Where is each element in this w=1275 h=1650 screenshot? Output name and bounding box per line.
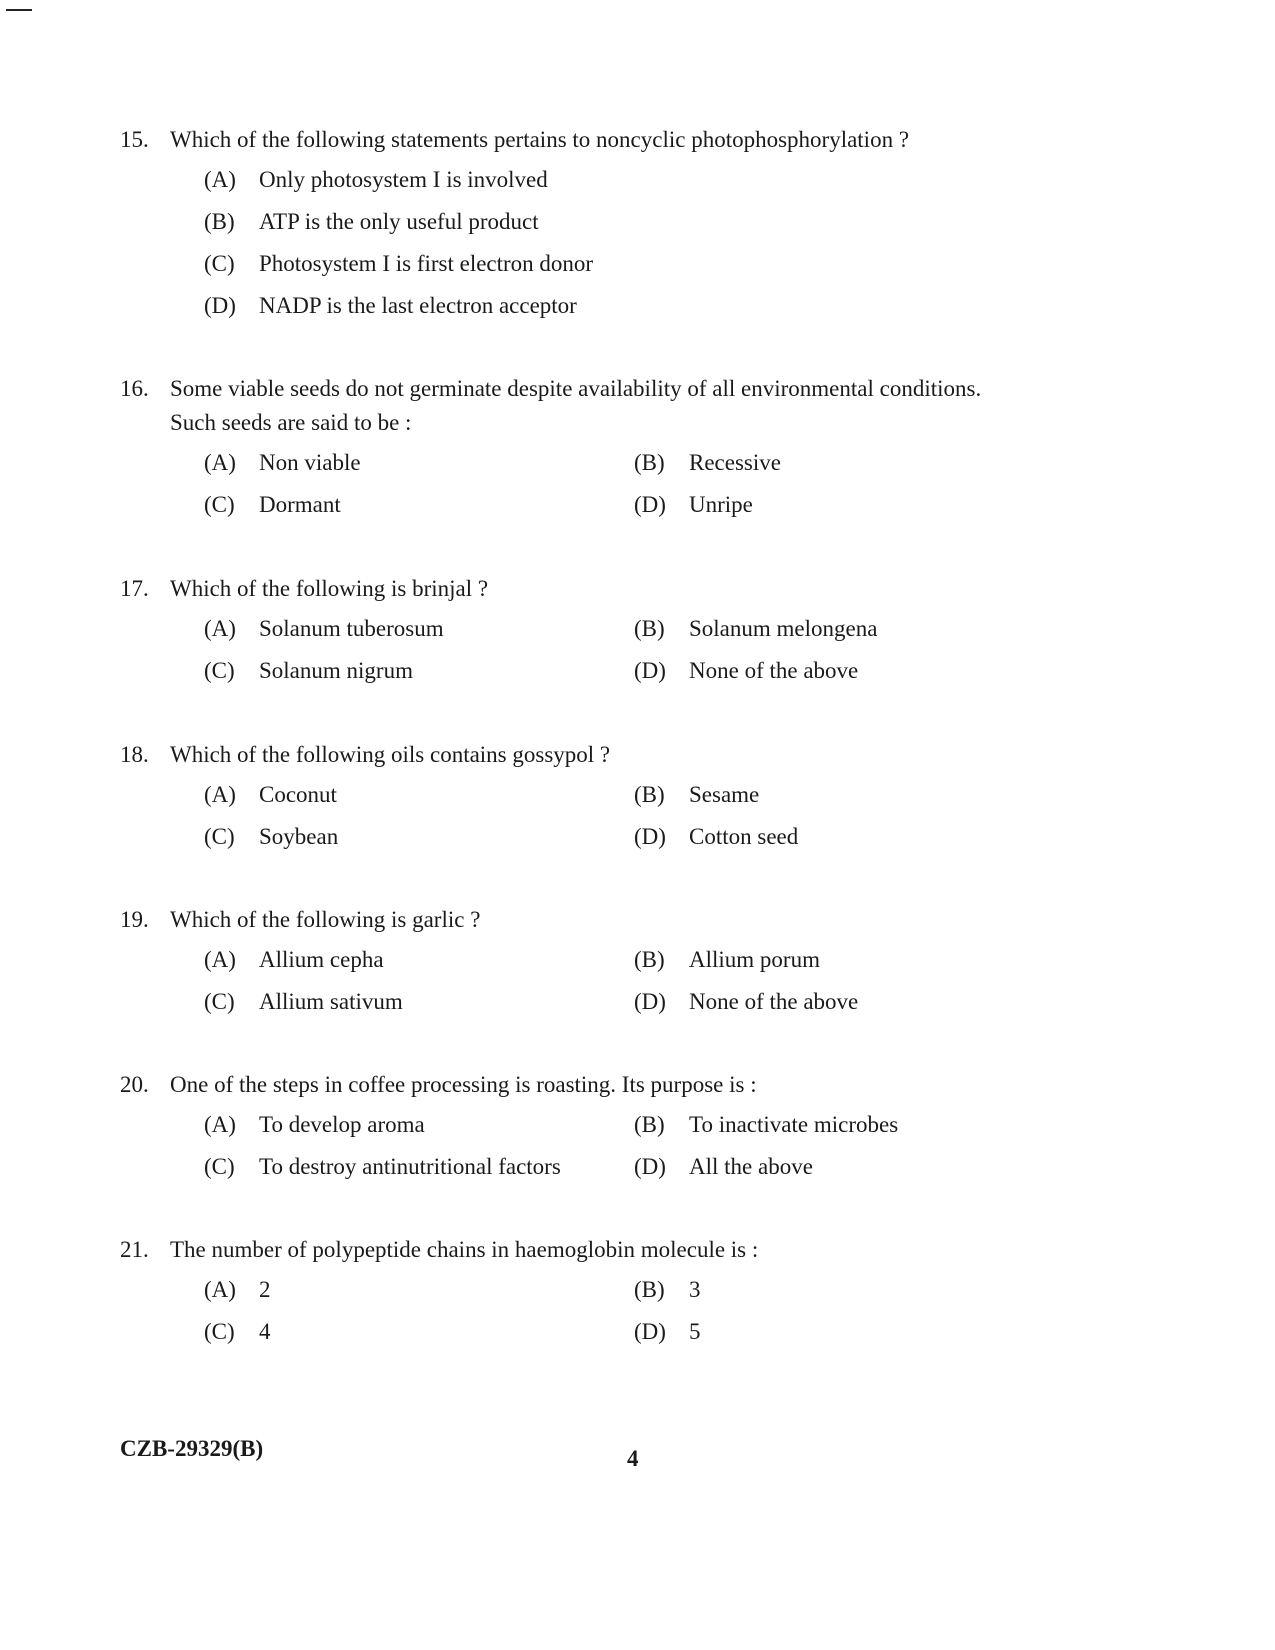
option-a[interactable] [204,1273,634,1307]
option-text: Allium porum [689,947,820,972]
option-label: (C) [204,658,235,683]
option-text: None of the above [689,658,859,683]
option-label: (B) [634,782,665,807]
option-text: Only photosystem I is involved [259,167,548,192]
question-text: Which of the following oils contains gossypol ? [170,742,611,767]
option-text: Unripe [689,492,753,517]
option-c[interactable] [204,247,1120,281]
option-label: (D) [634,989,666,1014]
question-19 [120,903,1120,1027]
option-a[interactable] [204,612,634,646]
option-d[interactable] [634,1315,1064,1349]
option-label: (A) [204,1112,236,1137]
option-label: (B) [634,450,665,475]
option-label: (C) [204,1319,235,1344]
option-a[interactable] [204,1108,634,1142]
option-text: To develop aroma [259,1112,425,1137]
option-text: To destroy antinutritional factors [259,1154,561,1179]
option-text: 5 [689,1319,701,1344]
option-label: (B) [634,947,665,972]
question-21 [120,1233,1120,1357]
option-label: (D) [634,492,666,517]
question-number: 16. [120,376,149,401]
option-text: All the above [689,1154,813,1179]
question-20 [120,1068,1120,1192]
option-c[interactable] [204,488,634,522]
option-text: Sesame [689,782,760,807]
option-c[interactable] [204,985,634,1019]
option-text: 2 [259,1277,271,1302]
option-label: (D) [204,293,236,318]
option-b[interactable] [204,205,1120,239]
option-text: 3 [689,1277,701,1302]
option-text: Coconut [259,782,337,807]
question-15 [120,123,1120,331]
option-label: (B) [634,1277,665,1302]
question-text: Which of the following is brinjal ? [170,576,489,601]
question-number: 21. [120,1237,149,1262]
option-label: (A) [204,947,236,972]
option-text: Cotton seed [689,824,799,849]
question-number: 20. [120,1072,149,1097]
question-17 [120,572,1120,696]
option-text: To inactivate microbes [689,1112,899,1137]
option-d[interactable] [634,654,1064,688]
option-c[interactable] [204,1150,634,1184]
option-label: (A) [204,167,236,192]
page-edge-mark [6,9,32,11]
option-label: (B) [204,209,235,234]
option-text: Solanum melongena [689,616,878,641]
option-a[interactable] [204,446,634,480]
option-label: (B) [634,616,665,641]
option-b[interactable] [634,943,1064,977]
option-text: ATP is the only useful product [259,209,539,234]
option-b[interactable] [634,446,1064,480]
option-label: (C) [204,492,235,517]
question-number: 15. [120,127,149,152]
page-number: 4 [627,1446,639,1471]
question-text: One of the steps in coffee processing is roasting. Its purpose is : [170,1072,757,1097]
option-d[interactable] [634,820,1064,854]
option-b[interactable] [634,1108,1064,1142]
option-d[interactable] [634,985,1064,1019]
exam-code: CZB-29329(B) [120,1436,264,1461]
question-text: Some viable seeds do not germinate despite availability of all environmental conditions. [170,376,982,401]
option-label: (C) [204,989,235,1014]
option-c[interactable] [204,654,634,688]
option-label: (D) [634,1319,666,1344]
option-text: Allium sativum [259,989,403,1014]
option-text: None of the above [689,989,859,1014]
option-text: Soybean [259,824,339,849]
option-c[interactable] [204,820,634,854]
question-number: 19. [120,907,149,932]
question-text: Which of the following is garlic ? [170,907,481,932]
option-d[interactable] [634,488,1064,522]
option-d[interactable] [634,1150,1064,1184]
question-text: The number of polypeptide chains in haemoglobin molecule is : [170,1237,759,1262]
question-text-continuation: Such seeds are said to be : [170,410,412,435]
option-b[interactable] [634,1273,1064,1307]
question-number: 18. [120,742,149,767]
question-18 [120,738,1120,862]
option-text: NADP is the last electron acceptor [259,293,577,318]
question-text: Which of the following statements pertains to noncyclic photophosphorylation ? [170,127,910,152]
option-label: (A) [204,450,236,475]
option-label: (A) [204,1277,236,1302]
question-number: 17. [120,576,149,601]
option-label: (A) [204,782,236,807]
option-a[interactable] [204,943,634,977]
option-label: (B) [634,1112,665,1137]
option-text: Allium cepha [259,947,384,972]
option-text: Solanum tuberosum [259,616,444,641]
option-label: (A) [204,616,236,641]
option-d[interactable] [204,289,1120,323]
option-a[interactable] [204,163,1120,197]
option-label: (D) [634,1154,666,1179]
option-a[interactable] [204,778,634,812]
option-text: 4 [259,1319,271,1344]
option-label: (C) [204,1154,235,1179]
option-text: Dormant [259,492,341,517]
option-text: Photosystem I is first electron donor [259,251,594,276]
option-label: (D) [634,658,666,683]
option-c[interactable] [204,1315,634,1349]
option-text: Non viable [259,450,361,475]
option-label: (C) [204,251,235,276]
option-label: (D) [634,824,666,849]
option-b[interactable] [634,612,1064,646]
option-text: Solanum nigrum [259,658,413,683]
option-text: Recessive [689,450,781,475]
option-b[interactable] [634,778,1064,812]
question-16 [120,372,1120,530]
option-label: (C) [204,824,235,849]
